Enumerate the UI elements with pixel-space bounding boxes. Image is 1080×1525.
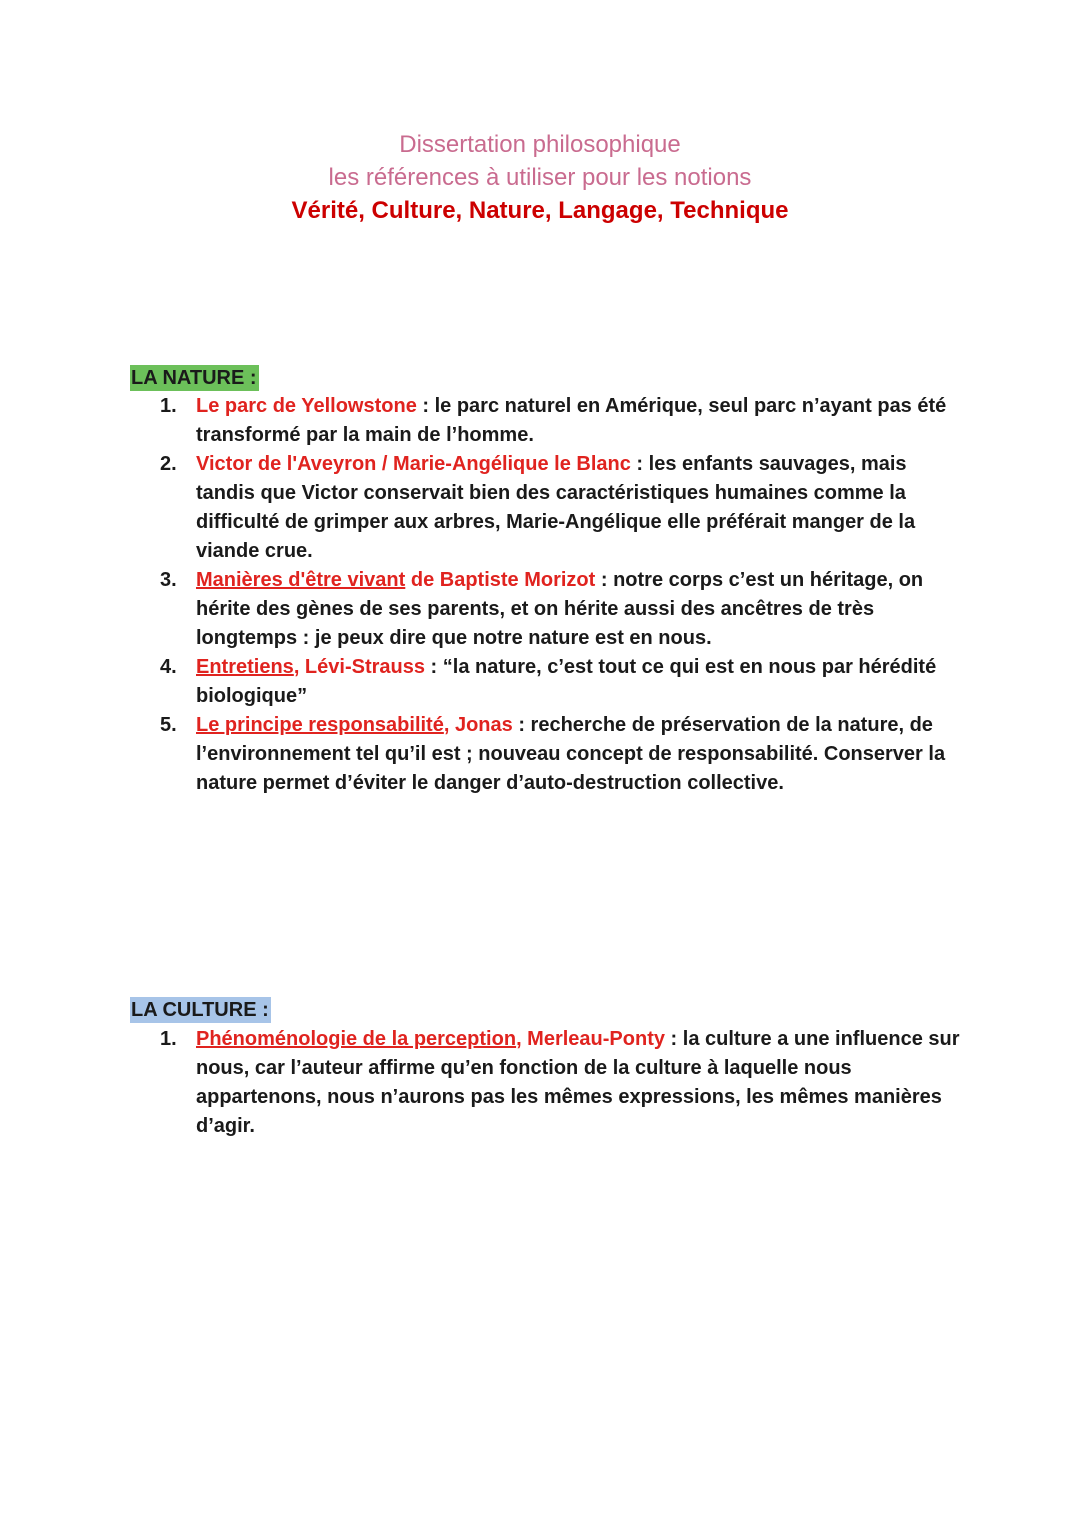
list-item (160, 1025, 960, 1141)
notions-list-title: Vérité, Culture, Nature, Langage, Technique (291, 197, 789, 224)
list-item (160, 566, 960, 653)
reference-citation: , Jonas (443, 714, 513, 736)
document-subtitle: les références à utiliser pour les notions (328, 164, 752, 191)
reference-citation: Victor de l'Aveyron / Marie-Angélique le Blanc (196, 453, 631, 475)
nature-references-list (160, 392, 960, 798)
reference-citation: , Lévi-Strauss (293, 656, 425, 678)
reference-description: : “la nature, c’est tout ce qui est en nous par hérédité biologique” (196, 656, 937, 707)
reference-citation: Le parc de Yellowstone (196, 395, 417, 417)
list-item-number: 1. (160, 395, 177, 417)
list-item-number: 5. (160, 714, 177, 736)
reference-citation: de Baptiste Morizot (405, 569, 596, 591)
list-item (160, 653, 960, 711)
reference-description: : la culture a une influence sur nous, car l’auteur affirme qu’en fonction de la culture à laquelle nous appartenons, nous n’aurons pas les mêmes expressions, les mêmes manières d’agir. (196, 1028, 960, 1137)
list-item-number: 2. (160, 453, 177, 475)
list-item-number: 1. (160, 1028, 177, 1050)
reference-citation: Manières d'être vivant (196, 569, 406, 591)
list-item (160, 450, 960, 566)
document-header (0, 128, 1080, 227)
section-heading-culture: LA CULTURE : (131, 999, 269, 1021)
reference-description: : recherche de préservation de la nature, de l’environnement tel qu’il est ; nouveau concept de responsabilité. Conserver la nature permet d’éviter le danger d’auto-destruction collective. (196, 714, 946, 794)
culture-references-list (160, 1025, 960, 1141)
list-item-number: 4. (160, 656, 177, 678)
list-item (160, 711, 960, 798)
reference-citation: Le principe responsabilité (196, 714, 444, 736)
document-title: Dissertation philosophique (399, 131, 681, 158)
reference-description: : le parc naturel en Amérique, seul parc n’ayant pas été transformé par la main de l’homme. (196, 395, 947, 446)
reference-description: : les enfants sauvages, mais tandis que Victor conservait bien des caractéristiques humaines comme la difficulté de grimper aux arbres, Marie-Angélique elle préférait manger de la viande crue. (196, 453, 916, 562)
reference-citation: Phénoménologie de la perception (196, 1028, 517, 1050)
reference-citation: , Merleau-Ponty (516, 1028, 665, 1050)
list-item (160, 392, 960, 450)
reference-description: : notre corps c’est un héritage, on hérite des gènes de ses parents, et on hérite aussi des ancêtres de très longtemps : je peux dire que notre nature est en nous. (196, 569, 924, 649)
reference-citation: Entretiens (196, 656, 294, 678)
list-item-number: 3. (160, 569, 177, 591)
section-heading-nature: LA NATURE : (131, 367, 257, 389)
